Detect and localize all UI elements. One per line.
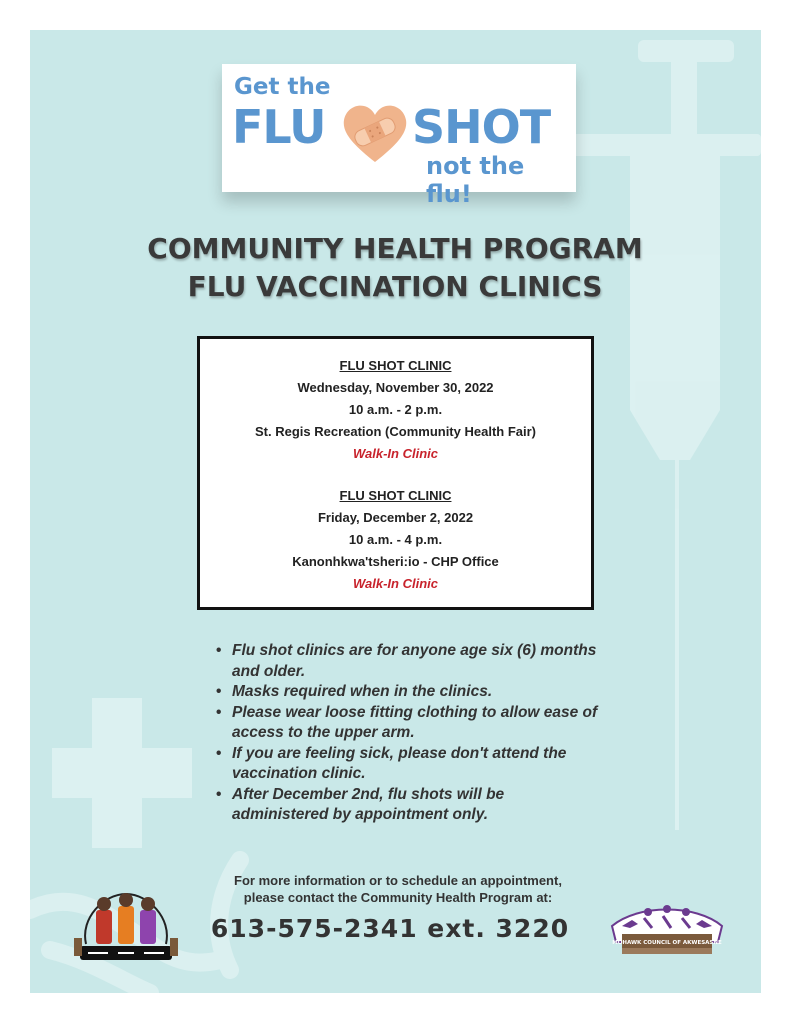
logo-shot: SHOT — [412, 100, 551, 154]
flu-shot-logo — [222, 64, 576, 208]
clinic-type: Walk-In Clinic — [353, 446, 438, 461]
medical-cross-icon — [52, 698, 192, 848]
clinic-schedule-box — [197, 336, 594, 610]
clinic-2 — [200, 485, 591, 595]
logo-flu: FLU — [232, 100, 326, 154]
council-logo-text: MOHAWK COUNCIL OF AKWESASNE — [612, 940, 722, 946]
list-item: • Masks required when in the clinics. — [214, 682, 604, 703]
clinic-time: 10 a.m. - 4 p.m. — [348, 532, 443, 547]
list-item: • Flu shot clinics are for anyone age six (6) months and older. — [214, 641, 604, 682]
info-list — [214, 641, 604, 826]
clinic-title: FLU SHOT CLINIC — [339, 358, 452, 373]
list-item: • Please wear loose fitting clothing to allow ease of access to the upper arm. — [214, 703, 604, 744]
contact-info — [180, 872, 616, 906]
logo-get-the: Get the — [234, 74, 331, 100]
clinic-title: FLU SHOT CLINIC — [339, 488, 452, 503]
clinic-date: Friday, December 2, 2022 — [317, 510, 474, 525]
title-line-2: FLU VACCINATION CLINICS — [187, 270, 603, 303]
page-title — [100, 230, 690, 306]
mohawk-council-logo — [608, 898, 726, 958]
heart-bandage-icon — [342, 104, 408, 164]
list-item: • After December 2nd, flu shots will be administered by appointment only. — [214, 785, 604, 826]
clinic-time: 10 a.m. - 2 p.m. — [348, 402, 443, 417]
phone-number: 613-575-2341 ext. 3220 — [210, 914, 570, 943]
clinic-date: Wednesday, November 30, 2022 — [297, 380, 494, 395]
community-health-logo — [74, 888, 178, 968]
clinic-1 — [200, 355, 591, 465]
flyer — [30, 30, 761, 993]
list-item: • If you are feeling sick, please don't attend the vaccination clinic. — [214, 744, 604, 785]
title-line-1: COMMUNITY HEALTH PROGRAM — [147, 232, 643, 265]
contact-line-2: please contact the Community Health Program at: — [243, 890, 553, 905]
clinic-location: Kanonhkwa'tsheri:io - CHP Office — [292, 554, 499, 569]
clinic-location: St. Regis Recreation (Community Health Fair) — [255, 424, 536, 439]
logo-not-the-flu: not the flu! — [426, 152, 525, 208]
contact-line-1: For more information or to schedule an appointment, — [234, 873, 562, 888]
clinic-type: Walk-In Clinic — [353, 576, 438, 591]
